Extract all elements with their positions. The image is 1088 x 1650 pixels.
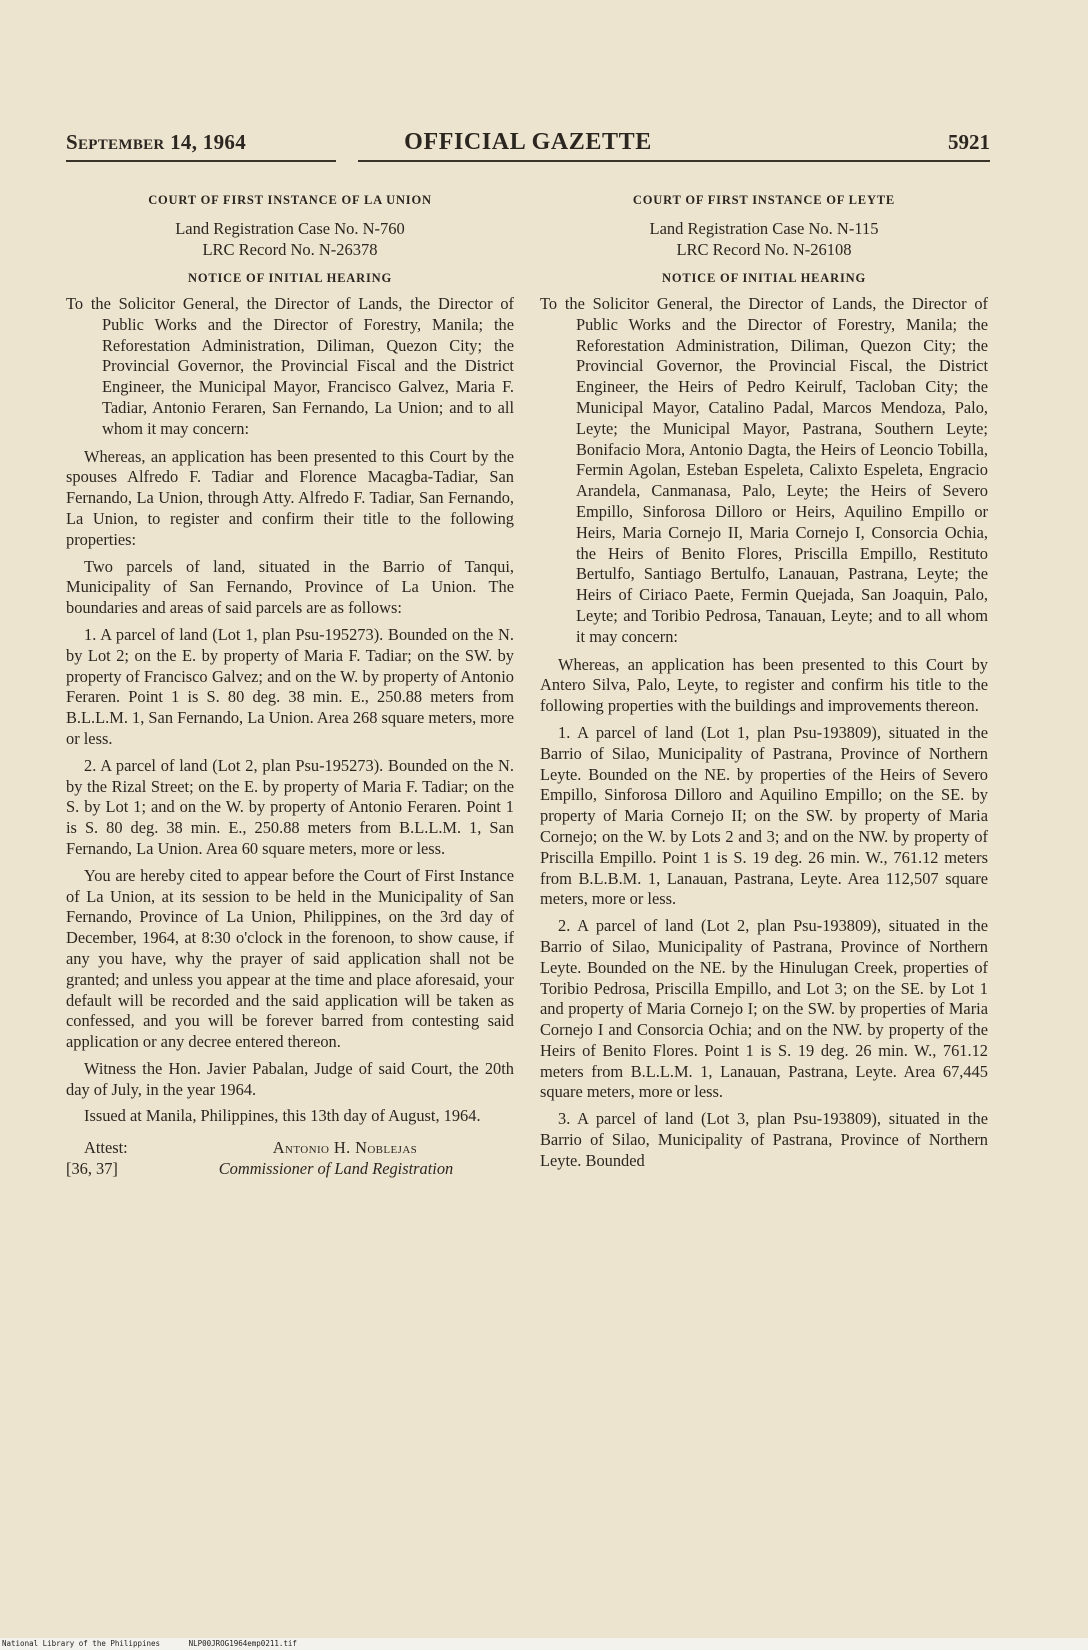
parcels-intro-paragraph: Two parcels of land, situated in the Barrio of Tanqui, Municipality of San Fernando, Province of La Union. The boundaries and areas of said parcels are as follows: <box>66 556 514 618</box>
header-rule-right <box>358 160 990 162</box>
attest-label: Attest: <box>84 1138 128 1158</box>
application-paragraph: Whereas, an application has been presented to this Court by Antero Silva, Palo, Leyte, to register and confirm his title to the following properties with the buildings and improvements thereon. <box>540 654 988 716</box>
parcel-2-paragraph: 2. A parcel of land (Lot 2, plan Psu-193809), situated in the Barrio of Silao, Municipality of Pastrana, Province of Northern Leyte. Bounded on the NE. by the Hinulugan Creek, properties of Toribio Pedrosa, Priscilla Empillo, and Lot 3; on the SE. by Lot 1 and property of Maria Cornejo I; on the SW. by properties of Maria Cornejo I and Consorcia Ochia; and on the NW. by property of the Heirs of Benito Flores. Point 1 is S. 19 deg. 26 min. W., 761.12 meters from B.L.L.M. 1, Lanauan, Pastrana, Leyte. Area 67,445 square meters, more or less. <box>540 916 988 1102</box>
publication-ref: [36, 37] <box>66 1159 118 1179</box>
record-number: LRC Record No. N-26378 <box>202 240 378 259</box>
publication-title: OFFICIAL GAZETTE <box>404 129 652 155</box>
page-header <box>66 126 990 158</box>
case-number: Land Registration Case No. N-760 <box>175 219 405 238</box>
right-column-notice <box>540 188 988 1178</box>
scan-footer <box>0 1638 1088 1650</box>
parcel-1-paragraph: 1. A parcel of land (Lot 1, plan Psu-193809), situated in the Barrio of Silao, Municipality of Pastrana, Province of Northern Leyte. Bounded on the NE. by properties of the Heirs of Severo Empillo, Sinforosa Dilloro and Aquilino Empillo; on the SE. by property of Maria Cornejo II; on the SW. by property of Maria Cornejo; on the W. by Lots 2 and 3; and on the NW. by property of Priscilla Empillo. Point 1 is S. 19 deg. 26 min. W., 761.12 meters from B.L.B.M. 1, Lanauan, Pastrana, Leyte. Area 112,507 square meters, more or less. <box>540 722 988 909</box>
citation-paragraph: You are hereby cited to appear before the Court of First Instance of La Union, at its session to be held in the Municipality of San Fernando, Province of La Union, Philippines, on the 3rd day of December, 1964, at 8:30 o'clock in the forenoon, to show cause, if any you have, why the prayer of said application shall not be granted; and unless you appear at the time and place aforesaid, your default will be recorded and the said application will be taken as confessed, and you will be forever barred from contesting said application or any decree entered thereon. <box>66 865 514 1052</box>
parcel-1-paragraph: 1. A parcel of land (Lot 1, plan Psu-195273). Bounded on the N. by Lot 2; on the E. by property of Maria F. Tadiar; on the SW. by property of Francisco Galvez; and on the W. by property of Antonio Feraren. Point 1 is S. 80 deg. 38 min. E., 250.88 meters from B.L.L.M. 1, San Fernando, La Union. Area 268 square meters, more or less. <box>66 624 514 748</box>
scan-filename: NLP00JROG1964emp0211.tif <box>188 1639 297 1648</box>
court-heading: COURT OF FIRST INSTANCE OF LA UNION <box>148 193 432 207</box>
case-number: Land Registration Case No. N-115 <box>649 219 879 238</box>
court-heading: COURT OF FIRST INSTANCE OF LEYTE <box>632 193 896 207</box>
parcel-2-paragraph: 2. A parcel of land (Lot 2, plan Psu-195273). Bounded on the N. by the Rizal Street; on the E. by property of Maria F. Tadiar; on the S. by Lot 1; and on the W. by property of Antonio Feraren. Point 1 is S. 80 deg. 38 min. E., 250.88 meters from B.L.L.M. 1, San Fernando, La Union. Area 60 square meters, more or less. <box>66 755 514 858</box>
issued-paragraph: Issued at Manila, Philippines, this 13th day of August, 1964. <box>84 1106 481 1126</box>
notice-heading: NOTICE OF INITIAL HEARING <box>662 271 866 285</box>
left-column-notice <box>66 188 514 1179</box>
signatory-title: Commissioner of Land Registration <box>218 1159 454 1179</box>
record-number: LRC Record No. N-26108 <box>676 240 852 259</box>
witness-paragraph: Witness the Hon. Javier Pabalan, Judge of said Court, the 20th day of July, in the year 1964. <box>66 1058 514 1099</box>
signatory-name: Antonio H. Noblejas <box>272 1138 418 1158</box>
library-credit: National Library of the Philippines <box>2 1639 161 1648</box>
addressee-paragraph: To the Solicitor General, the Director of Lands, the Director of Public Works and the Director of Forestry, Manila; the Reforestation Administration, Diliman, Quezon City; the Provincial Governor, the Provincial Fiscal and the District Engineer, the Municipal Mayor, Francisco Galvez, Maria F. Tadiar, Antonio Feraren, San Fernando, La Union; and to all whom it may concern: <box>66 294 514 438</box>
page-number: 5921 <box>948 130 990 154</box>
issue-date: September 14, 1964 <box>66 130 247 154</box>
parcel-3-paragraph: 3. A parcel of land (Lot 3, plan Psu-193809), situated in the Barrio of Silao, Municipality of Pastrana, Province of Northern Leyte. Bounded <box>540 1109 988 1170</box>
notice-heading: NOTICE OF INITIAL HEARING <box>188 271 392 285</box>
attest-block <box>66 1137 514 1179</box>
addressee-paragraph: To the Solicitor General, the Director of Lands, the Director of Public Works and the Director of Forestry, Manila; the Reforestation Administration, Diliman, Quezon City; the Provincial Governor, the Provincial Fiscal, the District Engineer, the Heirs of Pedro Keirulf, Tacloban City; the Municipal Mayor, Catalino Padal, Marcos Mendoza, Palo, Leyte; the Municipal Mayor, Pastrana, Southern Leyte; Bonifacio Mora, Antonio Dagta, the Heirs of Leoncio Tobilla, Fermin Agolan, Esteban Espeleta, Calixto Espeleta, Engracio Arandela, Canmanasa, Palo, Leyte; the Heirs of Severo Empillo, Sinforosa Dilloro or Heirs, Aquilino Empillo or Heirs, Maria Cornejo II, Maria Cornejo I, Consorcia Ochia, the Heirs of Benito Flores, Priscilla Empillo, Restituto Bertulfo, Santiago Bertulfo, Lanauan, Pastrana, Leyte; the Heirs of Ciriaco Paete, Fermin Quejada, San Joaquin, Palo, Leyte; and Toribio Pedrosa, Tanauan, Leyte; and to all whom it may concern: <box>540 294 988 646</box>
header-rule-left <box>66 160 336 162</box>
application-paragraph: Whereas, an application has been presented to this Court by the spouses Alfredo F. Tadiar and Florence Macagba-Tadiar, San Fernando, La Union, through Atty. Alfredo F. Tadiar, San Fernando, La Union, to register and confirm their title to the following properties: <box>66 446 514 549</box>
